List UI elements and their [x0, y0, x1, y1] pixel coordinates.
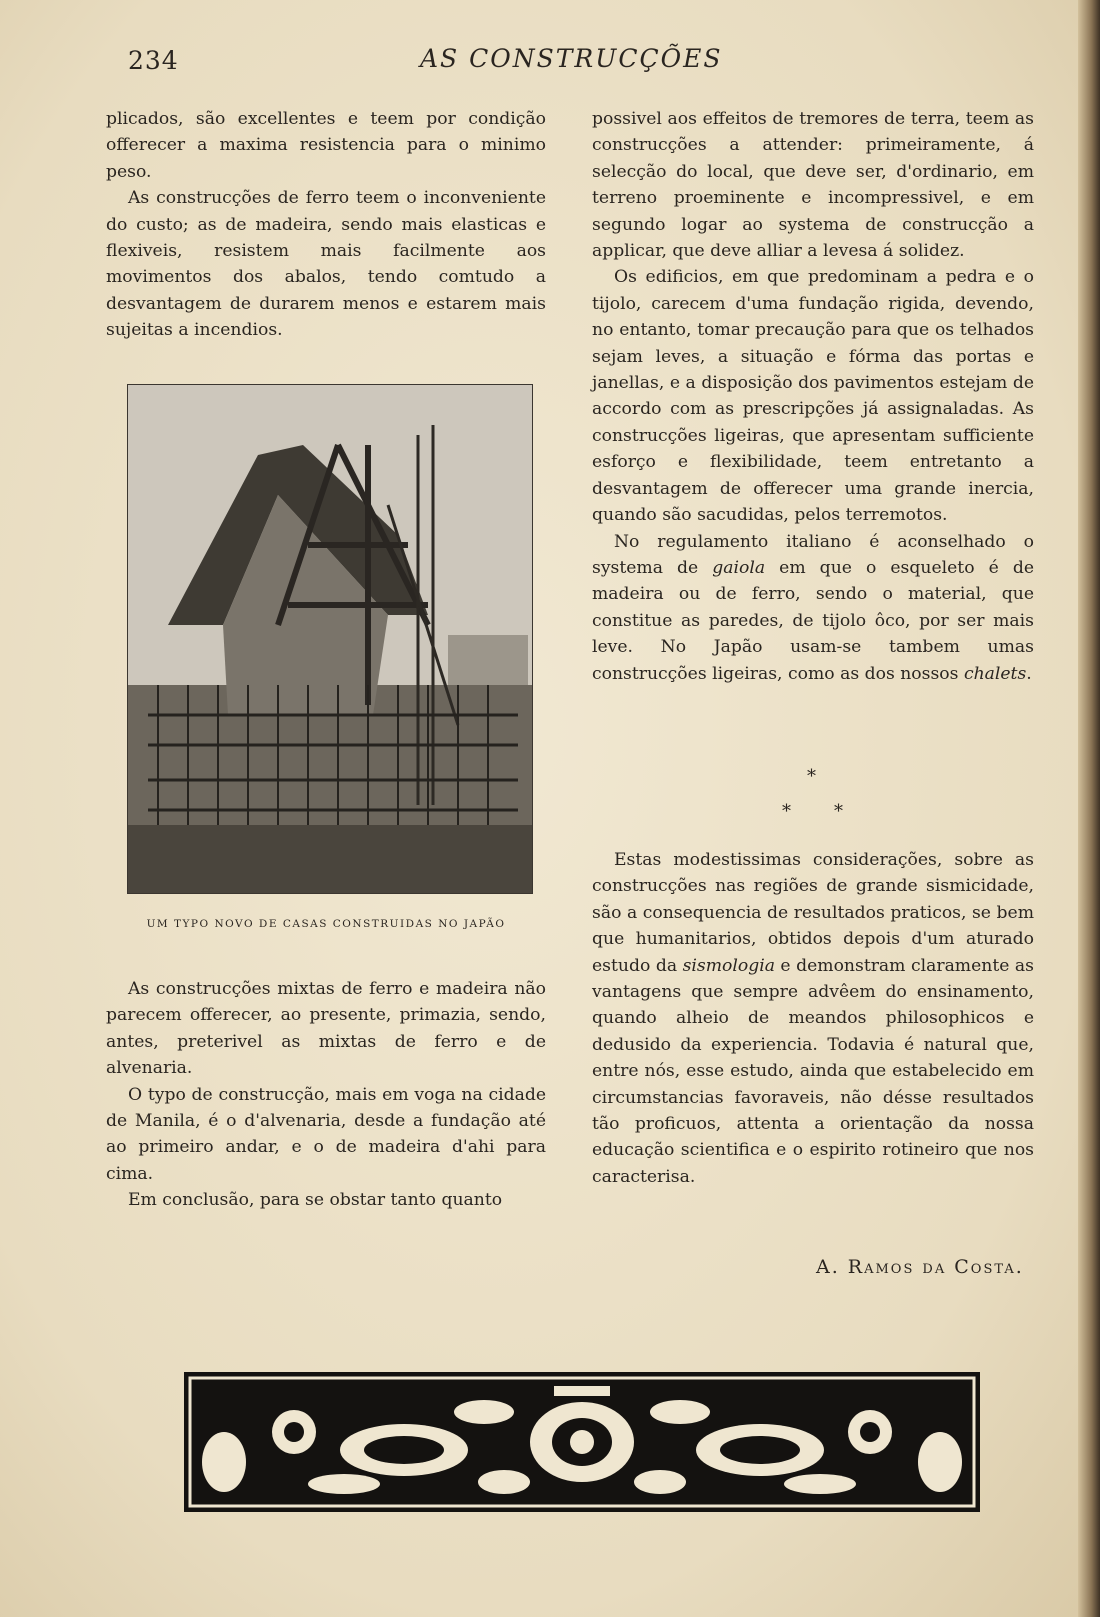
- paragraph: As construcções mixtas de ferro e madeira não parecem offerecer, ao presente, primazia, sendo, antes, preterivel as mixtas de ferro e de alvenaria.: [106, 979, 546, 1079]
- italic-term-sismologia: sismologia: [682, 955, 775, 976]
- section-break-asterisk: *: [782, 801, 791, 822]
- right-column-top: [592, 106, 1034, 687]
- section-break-asterisk: *: [807, 766, 816, 787]
- book-spine-shadow: [1078, 0, 1100, 1617]
- paragraph: plicados, são excellentes e teem por condição offerecer a maxima resistencia para o minimo peso.: [106, 109, 546, 182]
- paragraph-conclusion: Estas modestissimas considerações, sobre as construcções nas regiões de grande sismicidade, são a consequencia de resultados praticos, se bem que humanitarios, obtidos depois d'um aturado estudo da sismologia e demonstram claramente as vantagens que sempre advêem do ensinamento, quando alheio de meandos philosophicos e dedusido da experiencia. Todavia é natural que, entre nós, esse estudo, ainda que estabelecido em circumstancias favoraveis, não désse resultados tão proficuos, attenta a orientação da nossa educação scientifica e o espirito rotineiro que nos caracterisa.: [592, 850, 1034, 1187]
- paragraph: As construcções de ferro teem o inconveniente do custo; as de madeira, sendo mais elasticas e flexiveis, resistem mais facilmente aos movimentos dos abalos, tendo comtudo a desvantagem de durarem menos e estarem mais sujeitas a incendios.: [106, 188, 546, 341]
- author-signature: A. Ramos da Costa.: [816, 1256, 1024, 1278]
- paragraph: O typo de construcção, mais em voga na cidade de Manila, é o d'alvenaria, desde a fundação até ao primeiro andar, e o de madeira d'ahi para cima.: [106, 1084, 546, 1184]
- italic-term-gaiola: gaiola: [712, 557, 766, 578]
- right-column-bottom: [592, 847, 1034, 1190]
- paragraph: Os edificios, em que predominam a pedra e o tijolo, carecem d'uma fundação rigida, devendo, no entanto, tomar precaução para que os telhados sejam leves, a situação e fórma das portas e janellas, e a disposição dos pavimentos estejam de accordo com as prescripções já assignaladas. As construcções ligeiras, que apresentam sufficiente esforço e flexibilidade, teem entretanto a desvantagem de offerecer uma grande inercia, quando são sacudidas, pelos terremotos.: [592, 267, 1034, 526]
- page-number: 234: [128, 46, 179, 75]
- paragraph: Em conclusão, para se obstar tanto quanto: [128, 1190, 503, 1211]
- paragraph: possivel aos effeitos de tremores de terra, teem as construcções a attender: primeiramente, á selecção do local, que deve ser, d'ordinario, em terreno proeminente e incompressivel, e em segundo logar ao systema de construcção a applicar, que deve alliar a levesa á solidez.: [592, 109, 1034, 262]
- running-head: AS CONSTRUCÇÕES: [420, 44, 723, 73]
- figure-caption: UM TYPO NOVO DE CASAS CONSTRUIDAS NO JAPÃO: [146, 918, 506, 930]
- left-column-bottom: [106, 976, 546, 1214]
- left-column-top: [106, 106, 546, 344]
- japanese-house-photo: [127, 384, 533, 894]
- paragraph-gaiola: No regulamento italiano é aconselhado o systema de gaiola em que o esqueleto é de madeira ou de ferro, sendo o material, que constitue as paredes, de tijolo ôco, por ser mais leve. No Japão usam-se tambem umas construcções ligeiras, como as dos nossos chalets.: [592, 531, 1034, 684]
- section-break-asterisk: *: [834, 801, 843, 822]
- decorative-ornament-band: [184, 1372, 980, 1512]
- italic-term-chalets: chalets: [963, 663, 1027, 684]
